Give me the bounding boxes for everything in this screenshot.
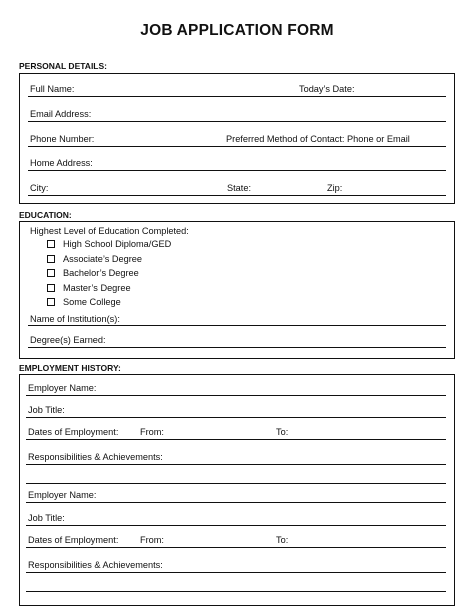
- to-label: To:: [276, 535, 289, 545]
- dates-of-employment-label: Dates of Employment:: [28, 427, 119, 437]
- responsibilities-label: Responsibilities & Achievements:: [28, 452, 163, 462]
- phone-field[interactable]: [28, 146, 446, 147]
- responsibilities-field[interactable]: [26, 591, 446, 592]
- job-title-label: Job Title:: [28, 405, 65, 415]
- responsibilities-field[interactable]: [26, 464, 446, 465]
- city-label: City:: [30, 183, 49, 193]
- institution-label: Name of Institution(s):: [30, 314, 120, 324]
- from-label: From:: [140, 427, 164, 437]
- job-title-label: Job Title:: [28, 513, 65, 523]
- high-school-option: High School Diploma/GED: [63, 239, 172, 249]
- bachelors-option: Bachelor’s Degree: [63, 268, 139, 278]
- associates-checkbox[interactable]: [47, 255, 55, 263]
- dates-of-employment-field[interactable]: [26, 439, 446, 440]
- some-college-option: Some College: [63, 297, 121, 307]
- personal-details-heading: PERSONAL DETAILS:: [19, 61, 107, 71]
- responsibilities-field[interactable]: [26, 572, 446, 573]
- high-school-checkbox[interactable]: [47, 240, 55, 248]
- degrees-field[interactable]: [28, 347, 446, 348]
- masters-option: Master’s Degree: [63, 283, 131, 293]
- dates-of-employment-label: Dates of Employment:: [28, 535, 119, 545]
- preferred-contact-label: Preferred Method of Contact: Phone or Email: [226, 134, 410, 144]
- state-label: State:: [227, 183, 252, 193]
- city-state-zip-field[interactable]: [28, 195, 446, 196]
- employer-name-label: Employer Name:: [28, 383, 97, 393]
- todays-date-label: Today’s Date:: [299, 84, 355, 94]
- employer-name-field[interactable]: [26, 395, 446, 396]
- some-college-checkbox[interactable]: [47, 298, 55, 306]
- employment-heading: EMPLOYMENT HISTORY:: [19, 363, 121, 373]
- job-title-field[interactable]: [26, 525, 446, 526]
- responsibilities-label: Responsibilities & Achievements:: [28, 560, 163, 570]
- masters-checkbox[interactable]: [47, 284, 55, 292]
- institution-field[interactable]: [28, 325, 446, 326]
- employer-name-field[interactable]: [26, 502, 446, 503]
- home-address-label: Home Address:: [30, 158, 93, 168]
- to-label: To:: [276, 427, 289, 437]
- job-title-field[interactable]: [26, 417, 446, 418]
- phone-label: Phone Number:: [30, 134, 95, 144]
- page-title: JOB APPLICATION FORM: [140, 22, 334, 39]
- dates-of-employment-field[interactable]: [26, 547, 446, 548]
- responsibilities-field[interactable]: [26, 483, 446, 484]
- highest-level-label: Highest Level of Education Completed:: [30, 226, 189, 236]
- zip-label: Zip:: [327, 183, 343, 193]
- bachelors-checkbox[interactable]: [47, 269, 55, 277]
- education-heading: EDUCATION:: [19, 210, 72, 220]
- from-label: From:: [140, 535, 164, 545]
- associates-option: Associate’s Degree: [63, 254, 142, 264]
- email-field[interactable]: [28, 121, 446, 122]
- employer-name-label: Employer Name:: [28, 490, 97, 500]
- email-label: Email Address:: [30, 109, 92, 119]
- degrees-label: Degree(s) Earned:: [30, 335, 106, 345]
- full-name-field[interactable]: [28, 96, 446, 97]
- home-address-field[interactable]: [28, 170, 446, 171]
- full-name-label: Full Name:: [30, 84, 75, 94]
